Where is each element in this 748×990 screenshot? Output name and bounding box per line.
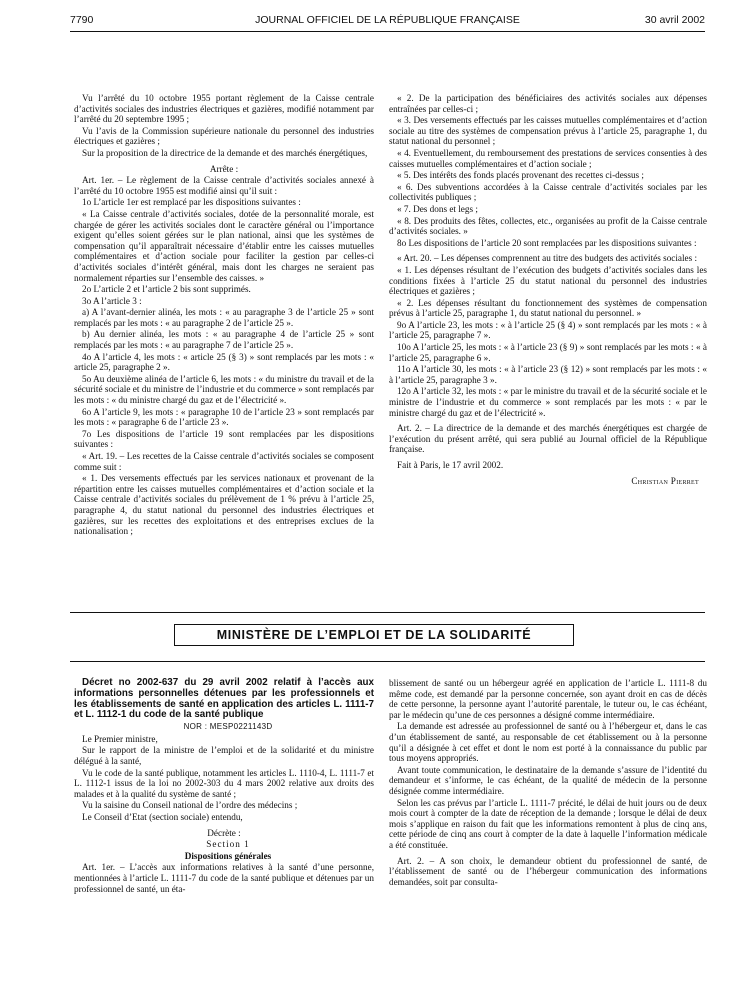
section-title: Dispositions générales — [184, 850, 272, 861]
paragraph: Selon les cas prévus par l’article L. 1111-7 précité, le délai de huit jours ou de deux mois court à compter de la date de réception de la demande ; lorsque le délai de deux mois s’applique en raison du fait que les informations remontent à plus de cinq ans, cette période de cinq ans court à compter de la date à laquelle l’information médicale a été constituée. — [389, 797, 707, 850]
paragraph: Vu l’avis de la Commission supérieure nationale du personnel des industries électriques et gazières ; — [74, 125, 374, 147]
paragraph: Avant toute communication, le destinataire de la demande s’assure de l’identité du demandeur et s’informe, le cas échéant, de la qualité de médecin de la personne désignée comme intermédiaire. — [389, 764, 707, 796]
paragraph: « Art. 19. – Les recettes de la Caisse centrale d’activités sociales se composent comme suit : — [74, 451, 374, 472]
paragraph: « 5. Des intérêts des fonds placés provenant des recettes ci-dessus ; — [397, 170, 644, 181]
arrete-right-column — [389, 93, 707, 487]
paragraph: 5o Au deuxième alinéa de l’article 6, les mots : « du ministre du travail et de la sécurité sociale et du ministre de l’industrie et du commerce » sont remplacés par les mots : « du ministre chargé du gaz et de l’électricité ». — [74, 373, 374, 406]
signing-place-date: Fait à Paris, le 17 avril 2002. — [397, 460, 504, 470]
header-rule — [70, 31, 705, 32]
paragraph: 11o A l’article 30, les mots : « à l’article 23 (§ 12) » sont remplacés par les mots : « à l’article 25, paragraphe 3 ». — [389, 364, 707, 385]
paragraph: 10o A l’article 25, les mots : « à l’article 23 (§ 9) » sont remplacés par les mots : « à l’article 25, paragraphe 6 ». — [389, 342, 707, 363]
paragraph: a) A l’avant-dernier alinéa, les mots : « au paragraphe 3 de l’article 25 » sont remplacés par les mots : « au paragraphe 2 de l’article 25 ». — [74, 307, 374, 328]
paragraph: « 2. De la participation des bénéficiaires des activités sociales aux dépenses entraînées par celles-ci ; — [389, 93, 707, 114]
section-rule — [70, 612, 705, 613]
paragraph: « 1. Les dépenses résultant de l’exécution des budgets d’activités sociales dans les conditions fixées à l’article 25 du statut national du personnel des industries électriques et gazières ; — [389, 264, 707, 297]
paragraph: « La Caisse centrale d’activités sociales, dotée de la personnalité morale, est chargée de gérer les activités sociales dont le caractère général ou l’importance exigent qu’elles soient gérées sur le plan national, ainsi que les systèmes de compensation qu’il apparaîtrait nécessaire d’établir entre les caisses mutuelles complémentaires et d’action sociale pour faciliter la gestion par celles-ci d’activités sociales d’intérêt général, mais dont les charges ne seraient pas normalement réparties sur l’ensemble des caisses. » — [74, 208, 374, 283]
paragraph: « 2. Les dépenses résultant du fonctionnement des systèmes de compensation prévus à l’article 25, paragraphe 1, du statut national du personnel. » — [389, 297, 707, 319]
paragraph: Vu le code de la santé publique, notamment les articles L. 1110-4, L. 1111-7 et L. 1112-1 issus de la loi no 2002-303 du 4 mars 2002 relative aux droits des malades et à la qualité du système de santé ; — [74, 767, 374, 799]
paragraph: La demande est adressée au professionnel de santé ou à l’hébergeur et, dans le cas d’un établissement de santé, au responsable de cet établissement ou à la personne qu’il a désignée à cet effet et dont le nom est porté à la connaissance du public par tous moyens appropriés. — [389, 721, 707, 764]
decree-title: Décret no 2002-637 du 29 avril 2002 relatif à l’accès aux informations personnelles détenues par les professionnels et les établissements de santé en application des articles L. 1111-7 et L. 1112-1 du code de la santé publique — [74, 677, 374, 721]
paragraph: 8o Les dispositions de l’article 20 sont remplacées par les dispositions suivantes : — [397, 237, 697, 248]
decree-article-1: Art. 1er. – L’accès aux informations relatives à la santé d’une personne, mentionnées à l’article L. 1111-7 du code de la santé publique et détenues par un professionnel de santé, un éta- — [74, 862, 374, 894]
paragraph: 9o A l’article 23, les mots : « à l’article 25 (§ 4) » sont remplacés par les mots : « à l’article 25, paragraphe 7 ». — [389, 319, 707, 341]
article-2: Art. 2. – La directrice de la demande et des marchés énergétiques est chargée de l’exécution du présent arrêté, qui sera publié au Journal officiel de la République française. — [389, 423, 707, 455]
article-1: Art. 1er. – Le règlement de la Caisse centrale d’activités sociales annexé à l’arrêté du 10 octobre 1955 est modifié ainsi qu’il suit : — [74, 175, 374, 196]
paragraph: b) Au dernier alinéa, les mots : « au paragraphe 4 de l’article 25 » sont remplacés par les mots : « au paragraphe 7 de l’article 25 ». — [74, 329, 374, 351]
paragraph: Le Premier ministre, — [82, 733, 158, 744]
paragraph: 3o A l’article 3 : — [82, 295, 142, 306]
decree-article-2: Art. 2. – A son choix, le demandeur obtient du professionnel de santé, de l’établissement de santé ou de l’hébergeur communication des informations demandées, soit par consulta- — [389, 855, 707, 887]
paragraph: 7o Les dispositions de l’article 19 sont remplacées par les dispositions suivantes : — [74, 428, 374, 450]
paragraph: Vu la saisine du Conseil national de l’ordre des médecins ; — [82, 800, 298, 811]
paragraph: 1o L’article 1er est remplacé par les dispositions suivantes : — [82, 197, 301, 208]
banner-rule — [70, 661, 705, 662]
paragraph: Vu l’arrêté du 10 octobre 1955 portant règlement de la Caisse centrale d’activités sociales des industries électriques et gazières, modifié notamment par l’arrêté du 20 septembre 1995 ; — [74, 93, 374, 125]
page-number: 7790 — [70, 14, 94, 26]
paragraph: 6o A l’article 9, les mots : « paragraphe 10 de l’article 23 » sont remplacés par les mots : « paragraphe 6 de l’article 23 ». — [74, 406, 374, 428]
paragraph: « 6. Des subventions accordées à la Caisse centrale d’activités sociales par les collectivités publiques ; — [389, 181, 707, 203]
paragraph: « 1. Des versements effectués par les services nationaux et provenant de la répartition entre les caisses mutuelles complémentaires et d’action sociale et la Caisse centrale d’activités sociales du prélèvement de 1 % prévu à l’article 25, paragraphe 4, du statut national du personnel des industries électriques et gazières, sur les recettes des exploitations et des entreprises exclues de la nationalisation ; — [74, 473, 374, 537]
paragraph: Le Conseil d’Etat (section sociale) entendu, — [82, 811, 243, 822]
paragraph: blissement de santé ou un hébergeur agréé en application de l’article L. 1111-8 du même code, est demandé par la personne concernée, son ayant droit en cas de décès de cette personne, la personne ayant l’autorité parentale, le tuteur ou, le cas échéant, par le médecin qu’une de ces personnes a désigné comme intermédiaire. — [389, 678, 707, 720]
decree-left-column — [74, 678, 374, 895]
decrete-heading: Décrète : — [207, 827, 241, 838]
arrete-heading: Arrête : — [209, 163, 239, 174]
paragraph: « 7. Des dons et legs ; — [397, 203, 478, 214]
paragraph: « 3. Des versements effectués par les caisses mutuelles complémentaires et d’action sociale au titre des systèmes de compensation prévus à l’article 25, paragraphe 1, du statut national du personnel ; — [389, 115, 707, 147]
signature: Christian Pierret — [631, 475, 699, 486]
paragraph: 12o A l’article 32, les mots : « par le ministre du travail et de la sécurité sociale et le ministre de l’industrie et du commerce » sont remplacés par les mots : « par le ministre chargé du gaz et de l’électricité ». — [389, 386, 707, 418]
section-heading: Section 1 — [206, 839, 250, 850]
paragraph: « 8. Des produits des fêtes, collectes, etc., organisées au profit de la Caisse centrale d’activités sociales. » — [389, 215, 707, 237]
paragraph: « Art. 20. – Les dépenses comprennent au titre des budgets des activités sociales : — [397, 253, 698, 264]
paragraph: « 4. Eventuellement, du remboursement des prestations de services consenties à des caisses mutuelles complémentaires et d’action sociale ; — [389, 147, 707, 169]
paragraph: 4o A l’article 4, les mots : « article 25 (§ 3) » sont remplacés par les mots : « article 25, paragraphe 2 ». — [74, 351, 374, 373]
paragraph: Sur le rapport de la ministre de l’emploi et de la solidarité et du ministre délégué à la santé, — [74, 745, 374, 766]
journal-title: JOURNAL OFFICIEL DE LA RÉPUBLIQUE FRANÇAISE — [255, 14, 520, 26]
nor-reference: NOR : MESP0221143D — [183, 722, 273, 732]
decree-right-column — [389, 678, 707, 888]
paragraph: Sur la proposition de la directrice de la demande et des marchés énergétiques, — [82, 147, 368, 158]
paragraph: 2o L’article 2 et l’article 2 bis sont supprimés. — [82, 284, 251, 295]
ministry-banner: MINISTÈRE DE L’EMPLOI ET DE LA SOLIDARITÉ — [174, 624, 574, 646]
arrete-left-column — [74, 93, 374, 538]
issue-date: 30 avril 2002 — [644, 14, 705, 26]
